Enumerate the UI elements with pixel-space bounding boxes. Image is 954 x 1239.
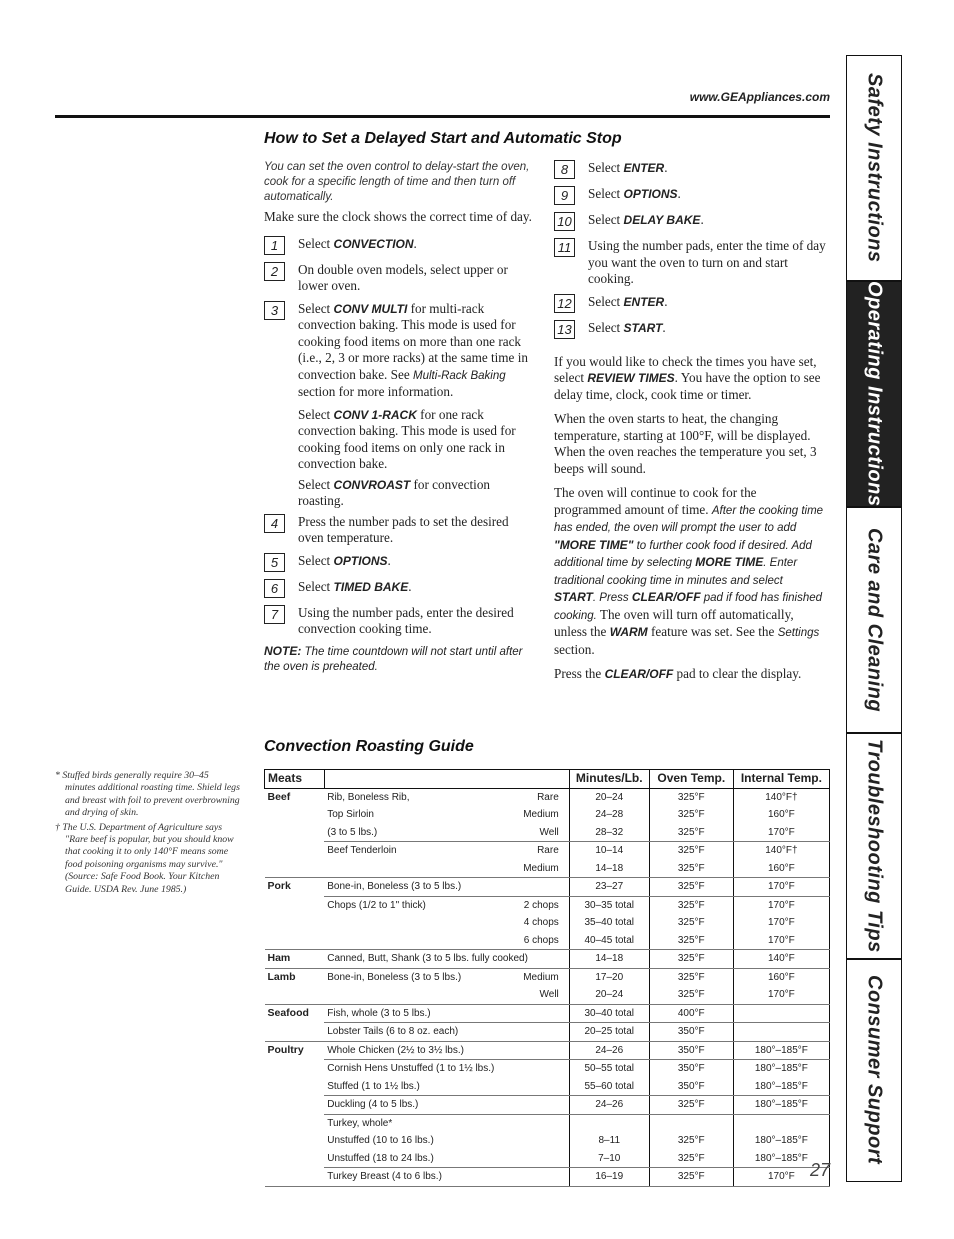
step-13 — [554, 320, 826, 340]
meat-cell — [265, 1132, 325, 1150]
oven-temp-cell: 325°F — [649, 1132, 733, 1150]
doneness-text: 6 chops — [523, 934, 559, 946]
oven-temp-cell: 350°F — [649, 1041, 733, 1060]
keypad-label: "MORE TIME" — [554, 537, 634, 552]
tab-label: Operating Instructions — [863, 281, 886, 507]
doneness-text: Medium — [523, 971, 559, 983]
step-text: Select — [588, 293, 624, 309]
minutes-cell: 7–10 — [569, 1150, 649, 1168]
table-row — [265, 860, 830, 878]
note-label: NOTE: — [264, 643, 302, 658]
item-text: Bone-in, Boneless (3 to 5 lbs.) — [327, 881, 462, 892]
table-row — [265, 1168, 830, 1187]
roasting-guide-table — [264, 769, 830, 1187]
step-text: Select — [298, 235, 334, 251]
doneness-text: Medium — [523, 862, 559, 874]
keypad-label: CLEAR/OFF — [604, 667, 674, 681]
item-text: Turkey Breast (4 to 6 lbs.) — [327, 1171, 442, 1182]
keypad-label: MORE TIME — [695, 555, 764, 569]
meat-cell — [265, 824, 325, 842]
item-text: Cornish Hens Unstuffed (1 to 1½ lbs.) — [327, 1063, 495, 1074]
section-reference: Multi-Rack Baking — [412, 369, 506, 382]
meat-cell — [265, 986, 325, 1004]
website-url: www.GEAppliances.com — [689, 90, 830, 104]
item-text: Bone-in, Boneless (3 to 5 lbs.) — [327, 971, 462, 983]
table-row — [265, 1150, 830, 1168]
internal-temp-cell: 170°F — [733, 986, 829, 1004]
tab-safety-instructions[interactable] — [847, 56, 901, 282]
oven-temp-cell: 325°F — [649, 842, 733, 860]
oven-temp-cell: 350°F — [649, 1060, 733, 1078]
step-2 — [264, 262, 534, 295]
minutes-cell: 20–24 — [569, 986, 649, 1004]
header-rule — [55, 115, 830, 118]
keypad-label: ENTER — [623, 294, 665, 309]
meat-cell: Poultry — [267, 1043, 304, 1056]
meat-cell — [265, 1114, 325, 1132]
doneness-text: Well — [539, 989, 559, 1000]
oven-temp-cell: 325°F — [649, 824, 733, 842]
meat-cell — [265, 806, 325, 824]
internal-temp-cell: 180°–185°F — [733, 1096, 829, 1115]
minutes-cell: 50–55 total — [569, 1060, 649, 1078]
item-cell — [324, 986, 569, 1004]
note-text: NOTE: The time countdown will not start until after the oven is preheated. — [264, 643, 523, 673]
table-row — [265, 896, 830, 914]
item-text: Rib, Boneless Rib, — [327, 791, 410, 803]
internal-temp-cell: 140°F — [733, 950, 829, 969]
internal-temp-cell — [733, 1004, 829, 1023]
table-body — [265, 788, 830, 1186]
minutes-cell: 35–40 total — [569, 914, 649, 932]
tab-operating-instructions[interactable] — [847, 282, 901, 508]
step-number: 9 — [554, 186, 575, 205]
meat-cell — [265, 914, 325, 932]
convroast-text: Select CONVROAST for convection roasting. — [298, 476, 491, 508]
meat-cell — [265, 1096, 325, 1115]
meat-cell — [265, 1078, 325, 1096]
table-row — [265, 932, 830, 950]
minutes-cell: 8–11 — [569, 1132, 649, 1150]
keypad-label: CONV MULTI — [333, 301, 408, 316]
keypad-label: ENTER — [623, 161, 665, 175]
minutes-cell: 17–20 — [569, 968, 649, 986]
tab-label: Troubleshooting Tips — [863, 739, 886, 953]
item-cell — [324, 1078, 569, 1096]
step-number: 6 — [264, 579, 285, 598]
meat-cell — [265, 1150, 325, 1168]
col-header-internal-temp: Internal Temp. — [733, 770, 829, 789]
minutes-cell: 14–18 — [569, 950, 649, 969]
page-number: 27 — [809, 1160, 830, 1180]
minutes-cell: 20–25 total — [569, 1023, 649, 1042]
internal-temp-cell: 180°–185°F — [733, 1132, 829, 1150]
oven-temp-cell: 325°F — [649, 896, 733, 914]
minutes-cell: 14–18 — [569, 860, 649, 878]
item-text: Top Sirloin — [327, 809, 374, 820]
minutes-cell: 28–32 — [569, 824, 649, 842]
internal-temp-cell: 170°F — [733, 914, 829, 932]
step-text: Select — [298, 552, 334, 568]
meat-cell — [265, 1168, 325, 1187]
step-number: 10 — [554, 212, 575, 231]
meat-cell — [265, 842, 325, 860]
table-header-row — [265, 770, 830, 789]
item-text: Unstuffed (10 to 16 lbs.) — [327, 1135, 434, 1146]
step-number: 2 — [264, 262, 285, 281]
item-text: Beef Tenderloin — [327, 845, 397, 856]
item-cell — [324, 806, 569, 824]
oven-temp-cell: 325°F — [649, 932, 733, 950]
step-number: 3 — [264, 301, 285, 320]
oven-temp-cell: 325°F — [649, 1150, 733, 1168]
step-1 — [264, 236, 534, 256]
step-text: . — [664, 160, 668, 175]
item-cell — [324, 1132, 569, 1150]
item-cell — [324, 1041, 569, 1060]
conv-1-rack-text: Select CONV 1-RACK for one rack convection baking. This mode is used for cooking food items on only one rack in convection bake. — [298, 406, 516, 471]
step-11 — [554, 238, 826, 288]
instructions-right-column — [554, 160, 826, 687]
step-number: 5 — [264, 553, 285, 572]
item-text: (3 to 5 lbs.) — [327, 826, 378, 838]
intro-text: You can set the oven control to delay-start the oven, cook for a specific length of time and then turn off automatically. — [264, 161, 530, 203]
step-text: . — [387, 552, 391, 568]
item-cell — [324, 842, 569, 860]
item-cell — [324, 932, 569, 950]
col-header-minutes: Minutes/Lb. — [569, 770, 649, 789]
item-cell — [324, 860, 569, 878]
item-cell — [324, 1150, 569, 1168]
item-cell — [324, 1096, 569, 1115]
step-6 — [264, 579, 534, 599]
review-times-text: If you would like to check the times you have set, select REVIEW TIMES. You have the option to see delay time, clock, cook time or timer. — [554, 353, 821, 402]
oven-temp-cell: 325°F — [649, 860, 733, 878]
internal-temp-cell: 170°F — [733, 824, 829, 842]
tab-label: Consumer Support — [863, 975, 886, 1165]
keypad-label: OPTIONS — [333, 553, 388, 568]
internal-temp-cell: 180°–185°F — [733, 1041, 829, 1060]
internal-temp-cell: 170°F — [733, 878, 829, 897]
meat-cell: Pork — [267, 880, 291, 892]
step-number: 13 — [554, 320, 575, 339]
tab-consumer-support[interactable] — [847, 960, 901, 1180]
meat-cell — [265, 896, 325, 914]
step-text: Using the number pads, enter the time of day you want the oven to turn on and start cooking. — [588, 238, 826, 286]
minutes-cell — [569, 1114, 649, 1132]
table-row — [265, 1114, 830, 1132]
tab-troubleshooting-tips[interactable] — [847, 734, 901, 960]
doneness-text: Well — [539, 826, 559, 838]
step-text: for multi-rack convection baking. This mode is used for cooking food items on more than one rack (i.e., 2, 3 or more racks) at the same time in convection bake. See — [298, 300, 528, 382]
step-text: Select — [298, 300, 334, 316]
internal-temp-cell: 170°F — [733, 1168, 829, 1187]
table-row — [265, 1078, 830, 1096]
section-title-delayed-start: How to Set a Delayed Start and Automatic Stop — [264, 130, 622, 147]
meat-cell: Lamb — [267, 970, 296, 983]
oven-temp-cell: 325°F — [649, 788, 733, 806]
item-text: Stuffed (1 to 1½ lbs.) — [327, 1080, 420, 1092]
section-title-roasting-guide: Convection Roasting Guide — [264, 738, 474, 755]
minutes-cell: 40–45 total — [569, 932, 649, 950]
oven-temp-cell: 325°F — [649, 878, 733, 897]
step-text: Press the number pads to set the desired oven temperature. — [298, 513, 509, 545]
item-cell — [324, 878, 569, 897]
minutes-cell: 30–35 total — [569, 896, 649, 914]
table-row — [265, 842, 830, 860]
oven-temp-cell: 325°F — [649, 1096, 733, 1115]
table-row — [265, 1060, 830, 1078]
step-number: 7 — [264, 605, 285, 624]
keypad-label: REVIEW TIMES — [587, 371, 675, 385]
step-number: 11 — [554, 238, 575, 257]
step-number: 12 — [554, 294, 575, 313]
minutes-cell: 23–27 — [569, 878, 649, 897]
item-cell — [324, 914, 569, 932]
keypad-label: DELAY BAKE — [623, 213, 701, 227]
internal-temp-cell: 160°F — [733, 968, 829, 986]
oven-temp-cell: 350°F — [649, 1078, 733, 1096]
step-text: . — [413, 235, 417, 251]
internal-temp-cell: 160°F — [733, 860, 829, 878]
step-text: Select — [588, 319, 624, 335]
item-text: Chops (1/2 to 1" thick) — [327, 899, 426, 911]
step-text: Select — [588, 160, 624, 175]
item-text: Duckling (4 to 5 lbs.) — [327, 1099, 419, 1110]
step-text: section for more information. — [298, 384, 454, 399]
oven-temp-cell: 325°F — [649, 914, 733, 932]
instructions-left-column — [264, 160, 534, 679]
internal-temp-cell: 170°F — [733, 896, 829, 914]
minutes-cell: 10–14 — [569, 842, 649, 860]
col-header-item — [324, 770, 569, 789]
keypad-label: START — [623, 320, 663, 335]
table-row — [265, 986, 830, 1004]
doneness-text: 2 chops — [523, 899, 559, 911]
keypad-label: CONV 1-RACK — [333, 407, 417, 422]
item-cell — [324, 1004, 569, 1023]
oven-temp-cell — [649, 1114, 733, 1132]
item-cell — [324, 1114, 569, 1132]
continue-text: The oven will continue to cook for the programmed amount of time. After the cooking time has ended, the oven will prompt the user to add "MORE TIME" to further cook food if desired. Add additional time by selecting MORE TIME. Enter traditional cooking time in minutes and select START. Press CLEAR/OFF pad if food has finished cooking. The oven will turn off automatically, unless the WARM feature was set. See the Settings section. — [554, 485, 824, 657]
doneness-text: Rare — [537, 845, 559, 856]
internal-temp-cell: 160°F — [733, 806, 829, 824]
footnote-stuffed-birds: * Stuffed birds generally require 30–45 minutes additional roasting time. Shield legs and breast with foil to prevent overbrowning and drying of skin. — [55, 770, 240, 819]
item-cell — [324, 968, 569, 986]
heat-text: When the oven starts to heat, the changing temperature, starting at 100°F, will be displayed. When the oven reaches the temperature you set, 3 beeps will sound. — [554, 411, 817, 476]
minutes-cell: 24–28 — [569, 806, 649, 824]
step-12 — [554, 294, 826, 314]
meat-cell — [265, 932, 325, 950]
section-reference: Settings — [777, 627, 820, 639]
footnote-usda: † The U.S. Department of Agriculture says "Rare beef is popular, but you should know that cooking it to only 140°F means some food poisoning organisms may survive." (Source: Safe Food Book. Your Kitchen Guide. USDA Rev. June 1985.) — [55, 821, 234, 895]
item-text: Turkey, whole* — [327, 1117, 393, 1129]
step-text: . — [662, 319, 666, 335]
step-text: Select — [298, 578, 334, 594]
minutes-cell: 24–26 — [569, 1041, 649, 1060]
oven-temp-cell: 325°F — [649, 1168, 733, 1187]
step-text: . — [677, 186, 681, 201]
internal-temp-cell: 180°–185°F — [733, 1078, 829, 1096]
minutes-cell: 16–19 — [569, 1168, 649, 1187]
meat-cell: Seafood — [267, 1006, 309, 1019]
step-5 — [264, 553, 534, 573]
table-row — [265, 914, 830, 932]
keypad-label: CONVROAST — [333, 477, 411, 492]
item-cell — [324, 896, 569, 914]
internal-temp-cell: 180°–185°F — [733, 1150, 829, 1168]
meat-cell — [265, 1060, 325, 1078]
keypad-label: TIMED BAKE — [333, 579, 409, 594]
table-row — [265, 806, 830, 824]
table-row — [265, 788, 830, 806]
step-text: . — [664, 293, 668, 309]
item-text: Lobster Tails (6 to 8 oz. each) — [327, 1026, 459, 1037]
internal-temp-cell: 140°F† — [733, 788, 829, 806]
table-row — [265, 1023, 830, 1042]
keypad-label: CLEAR/OFF — [631, 590, 701, 604]
step-number: 1 — [264, 236, 285, 255]
minutes-cell: 20–24 — [569, 788, 649, 806]
table-row — [265, 1132, 830, 1150]
internal-temp-cell: 140°F† — [733, 842, 829, 860]
internal-temp-cell: 170°F — [733, 932, 829, 950]
item-cell — [324, 1168, 569, 1187]
col-header-oven-temp: Oven Temp. — [649, 770, 733, 789]
tab-care-and-cleaning[interactable] — [847, 508, 901, 734]
doneness-text: Medium — [523, 809, 559, 820]
meat-cell — [265, 1023, 325, 1042]
item-text: Fish, whole (3 to 5 lbs.) — [327, 1007, 431, 1019]
oven-temp-cell: 325°F — [649, 986, 733, 1004]
oven-temp-cell: 325°F — [649, 950, 733, 969]
keypad-label: CONVECTION — [333, 236, 414, 251]
col-header-meats: Meats — [265, 770, 325, 789]
internal-temp-cell: 180°–185°F — [733, 1060, 829, 1078]
step-4 — [264, 514, 534, 547]
step-9 — [554, 186, 826, 206]
item-cell — [324, 1060, 569, 1078]
internal-temp-cell — [733, 1114, 829, 1132]
tab-label: Safety Instructions — [863, 73, 886, 263]
step-10 — [554, 212, 826, 232]
minutes-cell: 24–26 — [569, 1096, 649, 1115]
clock-text: Make sure the clock shows the correct time of day. — [264, 209, 532, 224]
table-row — [265, 824, 830, 842]
minutes-cell: 55–60 total — [569, 1078, 649, 1096]
tab-label: Care and Cleaning — [863, 527, 886, 713]
clear-display-text: Press the CLEAR/OFF pad to clear the display. — [554, 666, 802, 681]
item-text: Whole Chicken (2½ to 3½ lbs.) — [327, 1044, 464, 1056]
step-text: Select — [588, 186, 624, 201]
keypad-label: START — [554, 590, 593, 604]
step-text: . — [700, 212, 704, 227]
table-row — [265, 878, 830, 897]
doneness-text: Rare — [537, 791, 559, 803]
step-8 — [554, 160, 826, 180]
table-row — [265, 1096, 830, 1115]
keypad-label: OPTIONS — [623, 187, 678, 201]
table-row — [265, 1004, 830, 1023]
step-text: . — [408, 578, 412, 594]
meat-cell: Beef — [267, 790, 291, 803]
step-text: On double oven models, select upper or lower oven. — [298, 261, 508, 293]
oven-temp-cell: 325°F — [649, 806, 733, 824]
step-number: 4 — [264, 514, 285, 533]
footnotes — [55, 770, 240, 898]
step-3 — [264, 301, 534, 401]
oven-temp-cell: 400°F — [649, 1004, 733, 1023]
step-number: 8 — [554, 160, 575, 179]
side-tabs — [846, 55, 902, 1182]
table-row — [265, 950, 830, 969]
oven-temp-cell: 325°F — [649, 968, 733, 986]
step-text: Using the number pads, enter the desired convection cooking time. — [298, 604, 514, 636]
doneness-text: 4 chops — [523, 917, 559, 928]
item-text: Unstuffed (18 to 24 lbs.) — [327, 1152, 434, 1164]
table-row — [265, 968, 830, 986]
internal-temp-cell — [733, 1023, 829, 1042]
oven-temp-cell: 350°F — [649, 1023, 733, 1042]
item-text: Canned, Butt, Shank (3 to 5 lbs. fully cooked) — [327, 953, 528, 964]
table-row — [265, 1041, 830, 1060]
minutes-cell: 30–40 total — [569, 1004, 649, 1023]
step-text: Select — [588, 212, 624, 227]
item-cell — [324, 950, 569, 969]
item-cell — [324, 824, 569, 842]
keypad-label: WARM — [609, 625, 648, 639]
item-cell — [324, 1023, 569, 1042]
item-cell — [324, 788, 569, 806]
step-7 — [264, 605, 534, 638]
meat-cell — [265, 860, 325, 878]
meat-cell: Ham — [265, 950, 325, 969]
